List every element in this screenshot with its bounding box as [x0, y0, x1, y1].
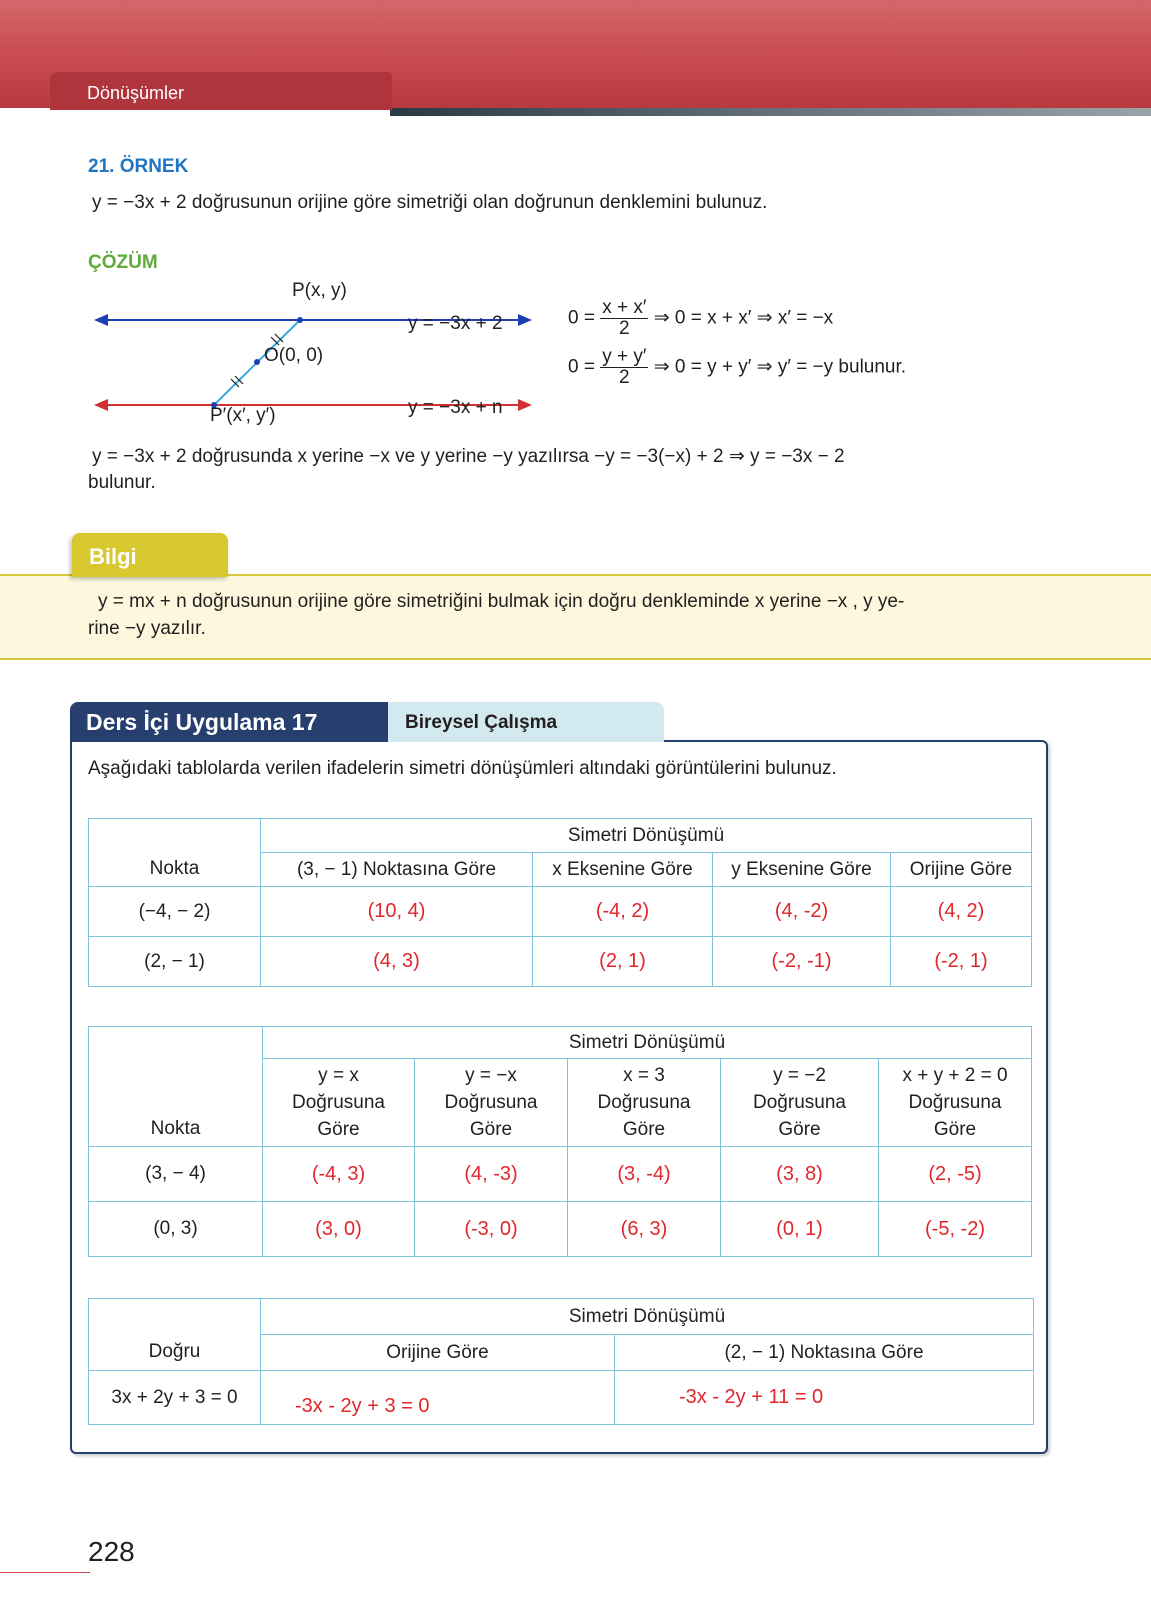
- table2-point: (0, 3): [89, 1202, 263, 1257]
- activity-instruction: Aşağıdaki tablolarda verilen ifadelerin simetri dönüşümleri altındaki görüntülerini bulunuz.: [88, 758, 837, 779]
- table-row: [89, 1371, 1034, 1425]
- table-points-2: [88, 1026, 1032, 1257]
- table3-corner: [89, 1299, 261, 1335]
- label-line1: y = −3x + 2: [408, 313, 503, 334]
- answer-cell: (-2, -1): [713, 937, 891, 987]
- eq1-fraction: [600, 298, 648, 339]
- table-row: [89, 887, 1032, 937]
- eq2-rhs: ⇒ 0 = y + y′ ⇒ y′ = −y bulunur.: [653, 356, 907, 378]
- answer-cell: (-4, 2): [533, 887, 713, 937]
- table1-point: (−4, − 2): [89, 887, 261, 937]
- table1-row-header: Nokta: [89, 853, 261, 887]
- answer-cell: (6, 3): [568, 1202, 721, 1257]
- equation-x: [568, 298, 833, 339]
- answer-cell: -3x - 2y + 3 = 0: [261, 1371, 615, 1425]
- table-row: [89, 937, 1032, 987]
- table-row: [89, 1202, 1032, 1257]
- table2-group-header: Simetri Dönüşümü: [263, 1027, 1032, 1059]
- table3-col-header: Orijine Göre: [261, 1335, 615, 1371]
- table3-col-header: (2, − 1) Noktasına Göre: [615, 1335, 1034, 1371]
- col-word1: Doğrusuna: [753, 1092, 846, 1113]
- col-line: x = 3: [623, 1065, 665, 1086]
- point-o: [254, 359, 260, 365]
- example-title: 21. ÖRNEK: [88, 156, 189, 177]
- equation-y: [568, 347, 906, 388]
- table2-row-header: Nokta: [89, 1059, 263, 1147]
- eq2-fraction: [600, 347, 648, 388]
- eq1-denominator: 2: [619, 318, 630, 339]
- table3-line: 3x + 2y + 3 = 0: [89, 1371, 261, 1425]
- label-line2: y = −3x + n: [408, 397, 503, 418]
- activity-title: Ders İçi Uygulama 17: [70, 702, 390, 742]
- info-box: [0, 574, 1151, 660]
- table2-col-header: [568, 1059, 721, 1147]
- eq1-numerator: x + x′: [602, 297, 647, 318]
- table2-corner: [89, 1027, 263, 1059]
- conclusion-line2: bulunur.: [88, 472, 156, 493]
- answer-cell: (-3, 0): [415, 1202, 568, 1257]
- label-p-prime: P′(x′, y′): [210, 405, 276, 426]
- arrow-right-icon: [518, 314, 532, 326]
- answer-cell: (-5, -2): [879, 1202, 1032, 1257]
- table1-col-header: y Eksenine Göre: [713, 853, 891, 887]
- activity-mode: Bireysel Çalışma: [388, 702, 664, 742]
- eq1-rhs: ⇒ 0 = x + x′ ⇒ x′ = −x: [653, 307, 834, 329]
- page-number-rule: [0, 1572, 90, 1573]
- col-word1: Doğrusuna: [597, 1092, 691, 1113]
- table2-col-header: [263, 1059, 415, 1147]
- eq2-denominator: 2: [619, 367, 630, 388]
- answer-cell: (4, -3): [415, 1147, 568, 1202]
- col-word1: Doğrusuna: [292, 1092, 385, 1113]
- answer-cell: (3, 8): [721, 1147, 879, 1202]
- label-o: O(0, 0): [264, 345, 324, 366]
- answer-cell: (3, -4): [568, 1147, 721, 1202]
- col-word2: Göre: [622, 1119, 666, 1140]
- eq2-lhs: 0 =: [568, 356, 595, 378]
- info-line1: y = mx + n doğrusunun orijine göre simetriğini bulmak için doğru denkleminde x yerine −x , y ye-: [98, 591, 905, 612]
- arrow-left-icon: [94, 399, 108, 411]
- answer-cell: (3, 0): [263, 1202, 415, 1257]
- answer-cell: (0, 1): [721, 1202, 879, 1257]
- answer-cell: (4, -2): [713, 887, 891, 937]
- info-line2: rine −y yazılır.: [88, 618, 206, 639]
- table1-group-header: Simetri Dönüşümü: [261, 819, 1032, 853]
- solution-title: ÇÖZÜM: [88, 252, 158, 273]
- col-word1: Doğrusuna: [444, 1092, 538, 1113]
- col-word2: Göre: [933, 1119, 977, 1140]
- eq1-lhs: 0 =: [568, 307, 595, 329]
- answer-cell: (-4, 3): [263, 1147, 415, 1202]
- section-title: Dönüşümler: [50, 72, 392, 110]
- arrow-right-icon: [518, 399, 532, 411]
- label-p: P(x, y): [292, 280, 347, 301]
- answer-cell: (2, -5): [879, 1147, 1032, 1202]
- col-word1: Doğrusuna: [908, 1092, 1002, 1113]
- col-word2: Göre: [778, 1119, 821, 1140]
- arrow-left-icon: [94, 314, 108, 326]
- info-title: Bilgi: [72, 533, 228, 577]
- table1-point: (2, − 1): [89, 937, 261, 987]
- table3-row-header: Doğru: [89, 1335, 261, 1371]
- answer-cell: (2, 1): [533, 937, 713, 987]
- point-p: [297, 317, 303, 323]
- answer-cell: (-2, 1): [891, 937, 1032, 987]
- conclusion-line1: y = −3x + 2 doğrusunda x yerine −x ve y yerine −y yazılırsa −y = −3(−x) + 2 ⇒ y = −3x − 2: [92, 446, 845, 467]
- table2-point: (3, − 4): [89, 1147, 263, 1202]
- col-word2: Göre: [317, 1119, 360, 1140]
- table1-corner: [89, 819, 261, 853]
- example-question: y = −3x + 2 doğrusunun orijine göre simetriği olan doğrunun denklemini bulunuz.: [92, 192, 768, 213]
- table1-col-header: (3, − 1) Noktasına Göre: [261, 853, 533, 887]
- table2-col-header: [721, 1059, 879, 1147]
- table-points-1: [88, 818, 1032, 987]
- eq2-numerator: y + y′: [602, 346, 647, 367]
- col-line: y = −x: [465, 1065, 517, 1086]
- table3-group-header: Simetri Dönüşümü: [261, 1299, 1034, 1335]
- col-line: y = −2: [773, 1065, 826, 1086]
- header-strip: [390, 108, 1151, 116]
- table2-col-header: [415, 1059, 568, 1147]
- answer-cell: (4, 3): [261, 937, 533, 987]
- col-word2: Göre: [469, 1119, 513, 1140]
- col-line: x + y + 2 = 0: [902, 1065, 1008, 1086]
- answer-cell: (10, 4): [261, 887, 533, 937]
- table-row: [89, 1147, 1032, 1202]
- answer-cell: -3x - 2y + 11 = 0: [615, 1371, 1034, 1425]
- table-lines: [88, 1298, 1034, 1425]
- page-number: 228: [88, 1536, 135, 1567]
- table1-col-header: Orijine Göre: [891, 853, 1032, 887]
- table1-col-header: x Eksenine Göre: [533, 853, 713, 887]
- answer-cell: (4, 2): [891, 887, 1032, 937]
- table2-col-header: [879, 1059, 1032, 1147]
- col-line: y = x: [318, 1065, 359, 1086]
